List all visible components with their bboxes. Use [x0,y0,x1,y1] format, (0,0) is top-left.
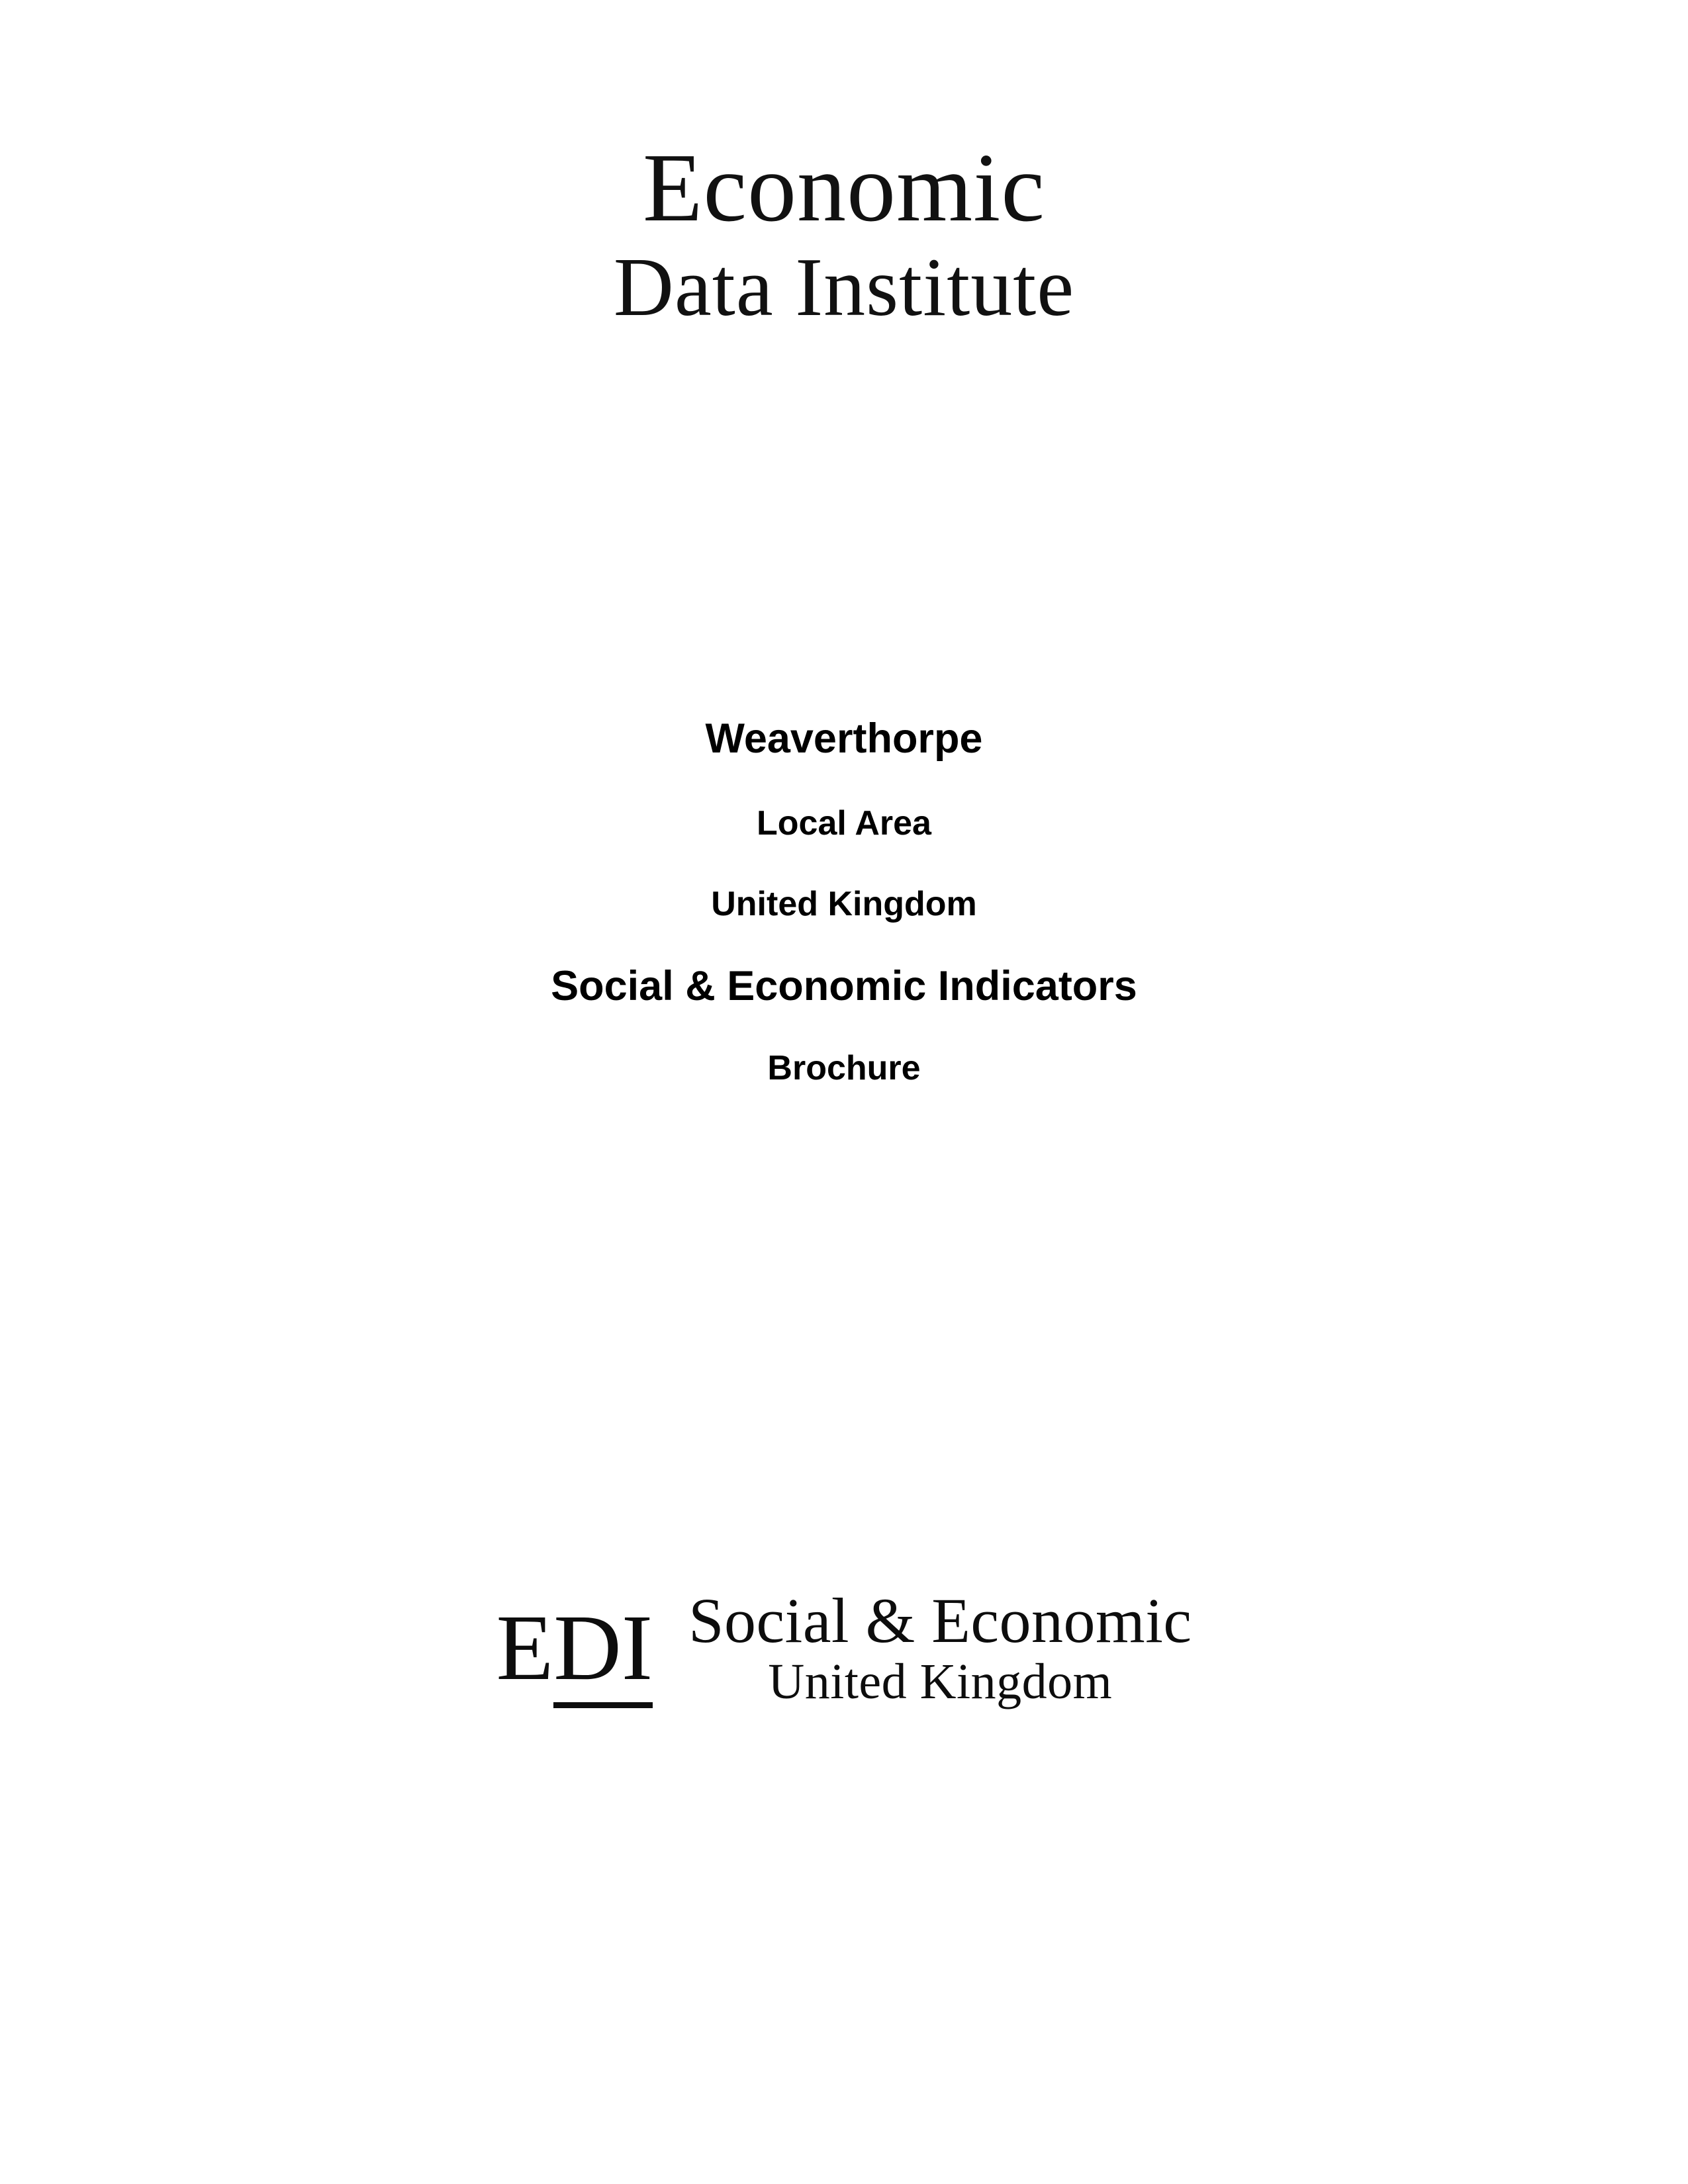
edi-wordmark [496,1595,660,1700]
edi-letter-i: I [622,1595,653,1708]
footer-logo-line-1: Social & Economic [688,1585,1192,1656]
page-subtitle-country: United Kingdom [711,885,977,923]
footer-logo [0,1585,1688,1709]
page-subtitle-doctype: Brochure [767,1049,921,1087]
masthead-logo [0,134,1688,334]
footer-logo-line-2: United Kingdom [768,1653,1113,1709]
masthead-line-2: Data Institute [613,242,1075,334]
page-title-area: Weaverthorpe [705,715,983,762]
footer-logo-text [659,1585,1192,1709]
title-block [0,715,1688,1088]
masthead-line-1: Economic [642,134,1046,242]
page-subtitle-subject: Social & Economic Indicators [551,963,1137,1009]
edi-letter-e: E [496,1595,554,1700]
page-subtitle-level: Local Area [757,804,931,842]
edi-letter-d: D [553,1595,622,1708]
